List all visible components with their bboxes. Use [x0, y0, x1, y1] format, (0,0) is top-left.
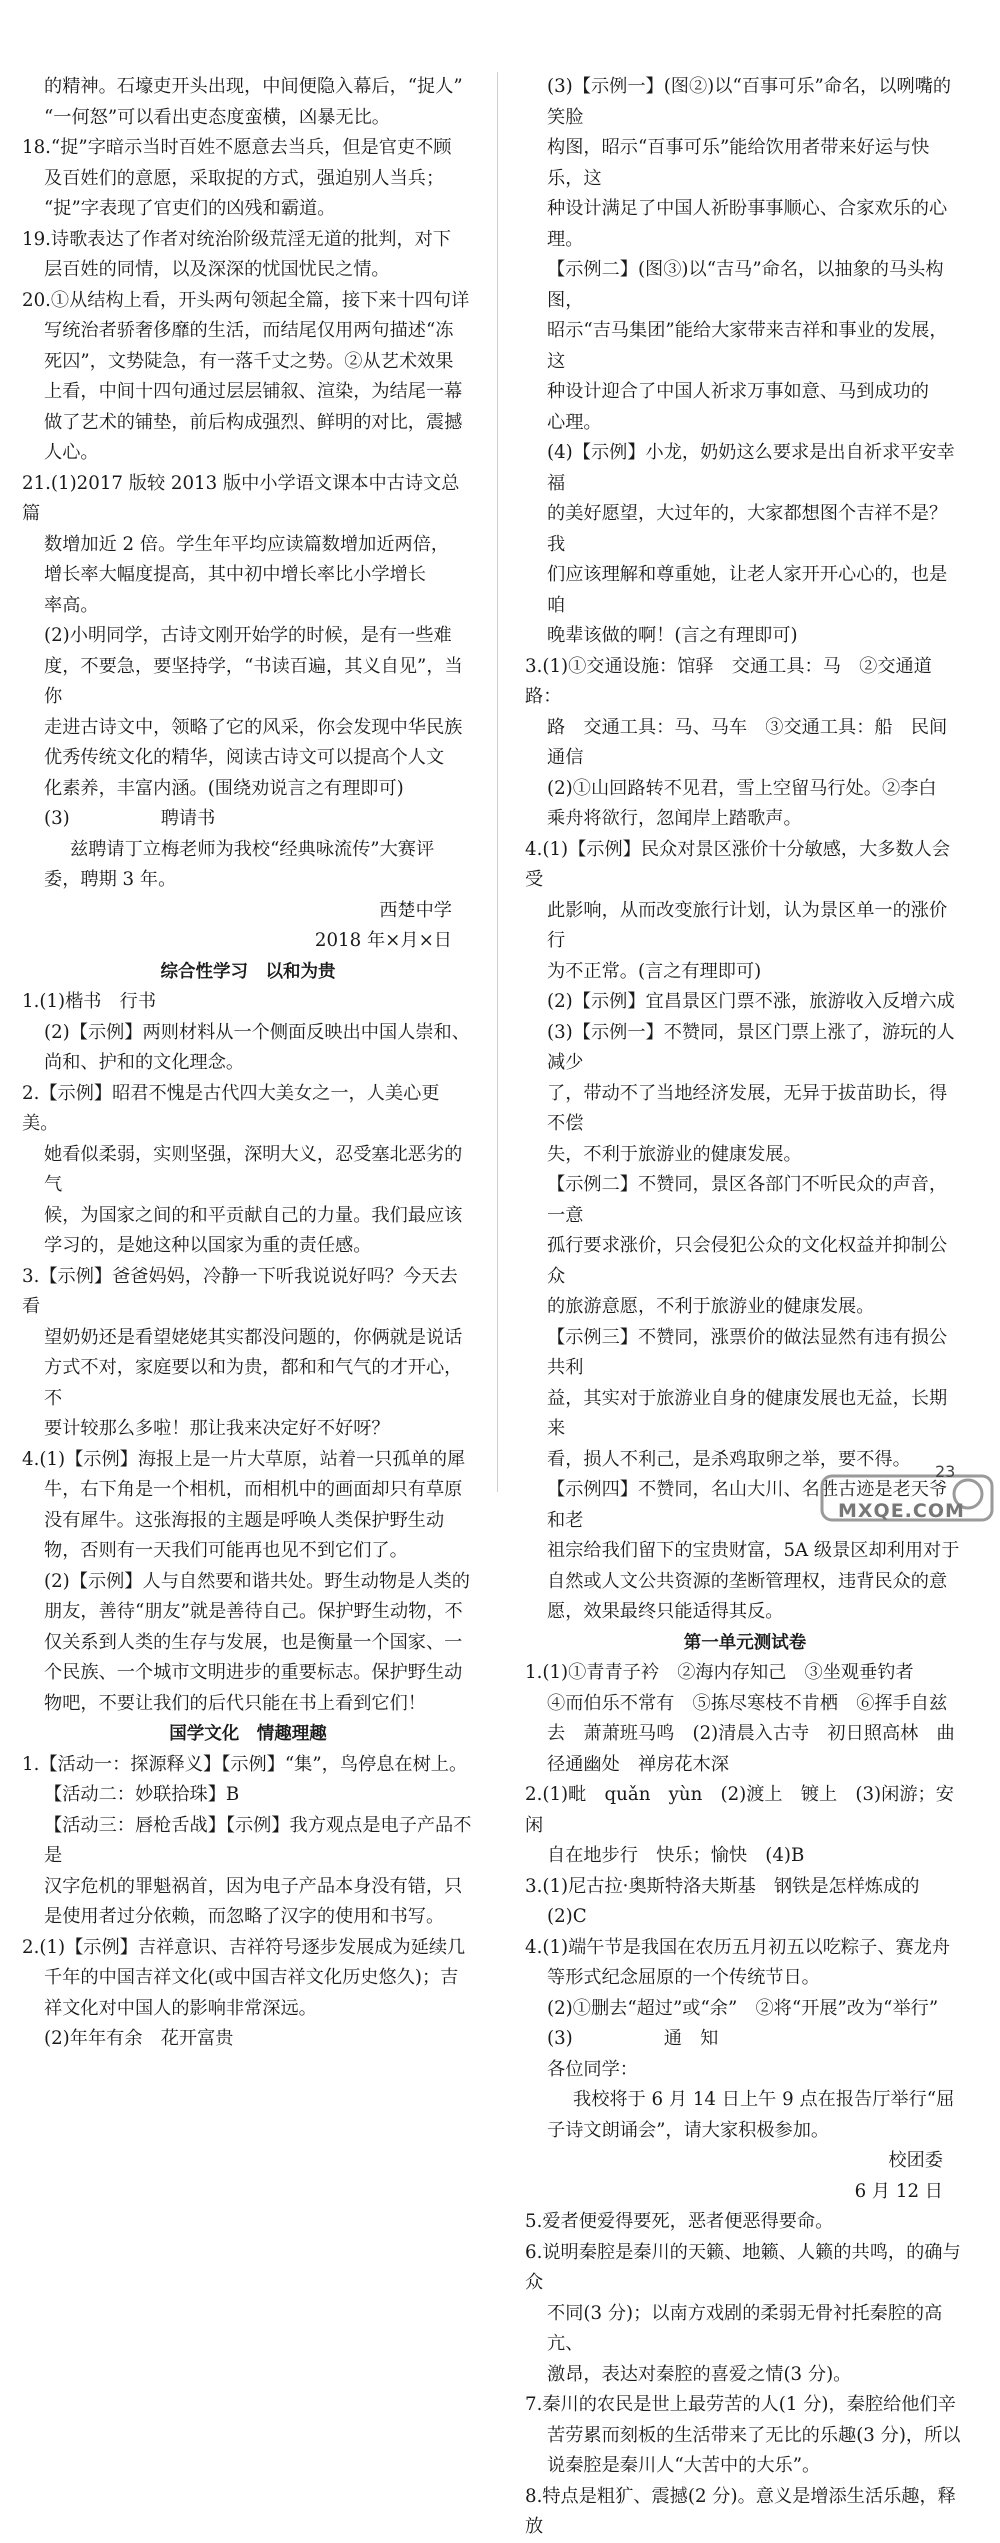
- answer-line: 心理。: [547, 411, 602, 433]
- answer-line: (2)①山回路转不见君，雪上空留马行处。②李白: [547, 777, 937, 799]
- answer-line: 19.诗歌表达了作者对统治阶级荒淫无道的批判，对下: [22, 228, 452, 250]
- answer-line: 尚和、护和的文化理念。: [44, 1052, 245, 1073]
- answer-line: 方式不对，家庭要以和为贵，都和和气气的才开心，不: [44, 1357, 463, 1409]
- answer-line: 等形式纪念屈原的一个传统节日。: [547, 1967, 820, 1988]
- answer-line: 个民族、一个城市文明进步的重要标志。保护野生动: [44, 1662, 463, 1683]
- answer-line: 昭示“吉马集团”能给大家带来吉祥和事业的发展，这: [547, 320, 948, 372]
- answer-line: 看，损人不利己，是杀鸡取卵之举，要不得。: [547, 1448, 911, 1470]
- answer-line: 21.(1)2017 版较 2013 版中小学语文课本中古诗文总篇: [22, 472, 460, 524]
- answer-line: 【示例三】不赞同，涨票价的做法显然有违有损公共利: [547, 1326, 948, 1378]
- answer-line: 【示例二】不赞同，景区各部门不听民众的声音，一意: [547, 1174, 948, 1226]
- answer-line: 的精神。石壕吏开头出现，中间便隐入幕后，“捉人”: [44, 76, 463, 97]
- answer-line: 写统治者骄奢侈靡的生活，而结尾仅用两句描述“冻: [44, 320, 454, 341]
- answer-line: 祥文化对中国人的影响非常深远。: [44, 1997, 317, 2019]
- answer-line: 兹聘请丁立梅老师为我校“经典咏流传”大赛评: [70, 838, 435, 860]
- answer-line: 我校将于 6 月 14 日上午 9 点在报告厅举行“屈: [573, 2089, 955, 2110]
- answer-line: 4.(1)【示例】海报上是一片大草原，站着一只孤单的犀: [22, 1448, 466, 1470]
- answer-line: 【示例四】不赞同，名山大川、名胜古迹是老天爷和老: [547, 1479, 948, 1531]
- answer-line: 不同(3 分)；以南方戏剧的柔弱无骨衬托秦腔的高亢、: [547, 2302, 943, 2354]
- answer-line: 数增加近 2 倍。学生年平均应读篇数增加近两倍，: [44, 533, 450, 555]
- answer-line: 去 萧萧班马鸣 (2)清晨入古寺 初日照高林 曲: [547, 1723, 955, 1744]
- answer-line: 的美好愿望，大过年的，大家都想图个吉祥不是？我: [547, 503, 948, 555]
- answer-line: 化素养，丰富内涵。(围绕劝说言之有理即可): [44, 777, 404, 799]
- answer-line: 自在地步行 快乐；愉快 (4)B: [547, 1845, 805, 1866]
- answer-line: 人心。: [44, 442, 99, 463]
- answer-line: 望奶奶还是看望姥姥其实都没问题的，你俩就是说话: [44, 1326, 463, 1348]
- answer-line: 3.(1)①交通设施：馆驿 交通工具：马 ②交通道路：: [525, 655, 932, 707]
- answer-line: 愿，效果最终只能适得其反。: [547, 1601, 784, 1622]
- answer-line: 构图，昭示“百事可乐”能给饮用者带来好运与快乐，这: [547, 137, 930, 189]
- answer-line: 子诗文朗诵会”，请大家积极参加。: [547, 2119, 830, 2141]
- answer-line: 路 交通工具：马、马车 ③交通工具：船 民间通信: [547, 716, 948, 768]
- answer-line: 1.(1)①青青子衿 ②海内存知己 ③坐观垂钓者: [525, 1662, 914, 1683]
- answer-line: 的旅游意愿，不利于旅游业的健康发展。: [547, 1296, 875, 1317]
- answer-line: 【活动三：唇枪舌战】【示例】我方观点是电子产品不是: [44, 1814, 472, 1866]
- answer-line: 8.特点是粗犷、震撼(2 分)。意义是增添生活乐趣，释放: [525, 2485, 956, 2537]
- answer-line: 千年的中国吉祥文化(或中国吉祥文化历史悠久)；吉: [44, 1967, 459, 1988]
- answer-line: 此影响，从而改变旅行计划，认为景区单一的涨价行: [547, 899, 948, 951]
- page-number: 23: [935, 1462, 956, 1481]
- answer-line: 为不正常。(言之有理即可): [547, 960, 762, 982]
- answer-line: 孤行要求涨价，只会侵犯公众的文化权益并抑制公众: [547, 1235, 948, 1287]
- answer-line: (3)【示例一】(图②)以“百事可乐”命名，以咧嘴的笑脸: [547, 76, 952, 128]
- answer-line: 校团委: [888, 2150, 943, 2171]
- answer-line: 率高。: [44, 594, 99, 616]
- answer-line: 增长率大幅度提高，其中初中增长率比小学增长: [44, 564, 426, 585]
- answer-line: 西楚中学: [379, 899, 452, 921]
- answer-line: 说秦腔是秦川人“大苦中的大乐”。: [547, 2455, 821, 2476]
- answer-line: 们应该理解和尊重她，让老人家开开心心的，也是咱: [547, 564, 948, 616]
- answer-line: 乘舟将欲行，忽闻岸上踏歌声。: [547, 808, 802, 829]
- answer-line: 物吧，不要让我们的后代只能在书上看到它们！: [44, 1692, 426, 1714]
- answer-line: 是使用者过分依赖，而忽略了汉字的使用和书写。: [44, 1906, 445, 1927]
- answer-line: 做了艺术的铺垫，前后构成强烈、鲜明的对比，震撼: [44, 411, 463, 433]
- answer-line: (2)【示例】两则材料从一个侧面反映出中国人崇和、: [44, 1021, 470, 1043]
- answer-line: 层百姓的同情，以及深深的忧国忧民之情。: [44, 259, 390, 280]
- answer-line: 4.(1)端午节是我国在农历五月初五以吃粽子、赛龙舟: [525, 1936, 951, 1958]
- watermark-text: MXQE.COM: [838, 1500, 965, 1522]
- answer-line: 上看，中间十四句通过层层铺叙、渲染，为结尾一幕: [44, 381, 463, 402]
- right-column: [525, 72, 965, 2543]
- answer-line: (2)【示例】宜昌景区门票不涨，旅游收入反增六成: [547, 991, 955, 1012]
- answer-line: “捉”字表现了官吏们的凶残和霸道。: [44, 198, 336, 219]
- answer-line: (2)C: [547, 1906, 587, 1927]
- answer-line: 【示例二】(图③)以“吉马”命名，以抽象的马头构图，: [547, 259, 944, 311]
- answer-line: (2)【示例】人与自然要和谐共处。野生动物是人类的: [44, 1570, 470, 1592]
- answer-line: 4.(1)【示例】民众对景区涨价十分敏感，大多数人会受: [525, 838, 951, 890]
- answer-line: 她看似柔弱，实则坚强，深明大义，忍受塞北恶劣的气: [44, 1143, 463, 1195]
- answer-line: 候，为国家之间的和平贡献自己的力量。我们最应该: [44, 1204, 463, 1226]
- answer-line: 5.爱者便爱得要死，恶者便恶得要命。: [525, 2211, 834, 2232]
- answer-line: “一何怒”可以看出吏态度蛮横，凶暴无比。: [44, 106, 390, 128]
- answer-line: 苦劳累而刻板的生活带来了无比的乐趣(3 分)，所以: [547, 2424, 961, 2446]
- answer-line: 委，聘期 3 年。: [44, 869, 177, 890]
- answer-line: ④而伯乐不常有 ⑤拣尽寒枝不肯栖 ⑥挥手自兹: [547, 1692, 948, 1714]
- section-heading: 综合性学习 以和为贵: [160, 961, 336, 982]
- answer-line: 死囚”，文势陡急，有一落千丈之势。②从艺术效果: [44, 350, 454, 372]
- section-heading: 国学文化 情趣理趣: [169, 1724, 327, 1744]
- answer-line: 汉字危机的罪魁祸首，因为电子产品本身没有错，只: [44, 1875, 463, 1897]
- answer-line: 要计较那么多啦！那让我来决定好不好呀？: [44, 1418, 390, 1439]
- answer-line: 7.秦川的农民是世上最劳苦的人(1 分)，秦腔给他们辛: [525, 2394, 956, 2415]
- answer-line: 了，带动不了当地经济发展，无异于拔苗助长，得不偿: [547, 1082, 948, 1134]
- answer-line: 3.(1)尼古拉·奥斯特洛夫斯基 钢铁是怎样炼成的: [525, 1875, 920, 1897]
- answer-line: 6 月 12 日: [854, 2180, 943, 2202]
- answer-line: 没有犀牛。这张海报的主题是呼唤人类保护野生动: [44, 1509, 445, 1531]
- answer-line: (3) 通 知: [547, 2028, 719, 2049]
- answer-line: (2)年年有余 花开富贵: [44, 2028, 234, 2049]
- answer-line: 种设计满足了中国人祈盼事事顺心、合家欢乐的心理。: [547, 198, 948, 250]
- answer-line: 18.“捉”字暗示当时百姓不愿意去当兵，但是官吏不顾: [22, 137, 452, 158]
- answer-line: 自然或人文公共资源的垄断管理权，违背民众的意: [547, 1570, 948, 1592]
- answer-line: 失，不利于旅游业的健康发展。: [547, 1143, 802, 1165]
- answer-line: 各位同学：: [547, 2058, 638, 2080]
- answer-line: (2)小明同学，古诗文刚开始学的时候，是有一些难: [44, 625, 452, 646]
- answer-line: 牛，右下角是一个相机，而相机中的画面却只有草原: [44, 1479, 463, 1500]
- column-divider: [497, 72, 498, 1492]
- answer-line: 2.(1)毗 quǎn yùn (2)渡上 镀上 (3)闲游；安闲: [525, 1784, 954, 1836]
- answer-line: (3)【示例一】不赞同，景区门票上涨了，游玩的人减少: [547, 1021, 955, 1073]
- answer-line: 祖宗给我们留下的宝贵财富，5A 级景区却利用对于: [547, 1540, 960, 1561]
- answer-line: 【活动二：妙联拾珠】B: [44, 1784, 240, 1805]
- answer-line: 1.(1)楷书 行书: [22, 991, 157, 1012]
- answer-line: 仅关系到人类的生存与发展，也是衡量一个国家、一: [44, 1631, 463, 1653]
- answer-line: 晚辈该做的啊！(言之有理即可): [547, 625, 798, 646]
- answer-line: 度，不要急，要坚持学，“书读百遍，其义自见”，当你: [44, 655, 463, 707]
- answer-line: 走进古诗文中，领略了它的风采，你会发现中华民族: [44, 716, 463, 738]
- answer-line: 2.【示例】昭君不愧是古代四大美女之一，人美心更美。: [22, 1082, 440, 1134]
- answer-line: 学习的，是她这种以国家为重的责任感。: [44, 1235, 372, 1256]
- answer-line: (3) 聘请书: [44, 808, 216, 829]
- answer-line: 物，否则有一天我们可能再也见不到它们了。: [44, 1540, 408, 1561]
- answer-line: 径通幽处 禅房花木深: [547, 1753, 729, 1775]
- answer-line: 优秀传统文化的精华，阅读古诗文可以提高个人文: [44, 747, 445, 768]
- answer-line: 种设计迎合了中国人祈求万事如意、马到成功的: [547, 381, 929, 402]
- answer-line: 6.说明秦腔是秦川的天籁、地籁、人籁的共鸣，的确与众: [525, 2241, 961, 2293]
- answer-line: 3.【示例】爸爸妈妈，冷静一下听我说说好吗？今天去看: [22, 1265, 458, 1317]
- answer-line: 2.(1)【示例】吉祥意识、吉祥符号逐步发展成为延续几: [22, 1936, 466, 1958]
- answer-line: 20.①从结构上看，开头两句领起全篇，接下来十四句详: [22, 289, 470, 311]
- answer-line: 2018 年×月×日: [314, 930, 452, 951]
- answer-line: 1.【活动一：探源释义】【示例】“集”，鸟停息在树上。: [22, 1753, 468, 1775]
- left-column: [22, 72, 474, 2055]
- answer-line: (2)①删去“超过”或“余” ②将“开展”改为“举行”: [547, 1997, 939, 2019]
- answer-line: 激昂，表达对秦腔的喜爱之情(3 分)。: [547, 2363, 852, 2385]
- section-heading: 第一单元测试卷: [683, 1632, 807, 1653]
- answer-line: 及百姓们的意愿，采取捉的方式，强迫别人当兵；: [44, 167, 445, 189]
- answer-line: 朋友，善待“朋友”就是善待自己。保护野生动物，不: [44, 1601, 463, 1622]
- answer-line: 益，其实对于旅游业自身的健康发展也无益，长期来: [547, 1387, 948, 1439]
- answer-line: (4)【示例】小龙，奶奶这么要求是出自祈求平安幸福: [547, 442, 955, 494]
